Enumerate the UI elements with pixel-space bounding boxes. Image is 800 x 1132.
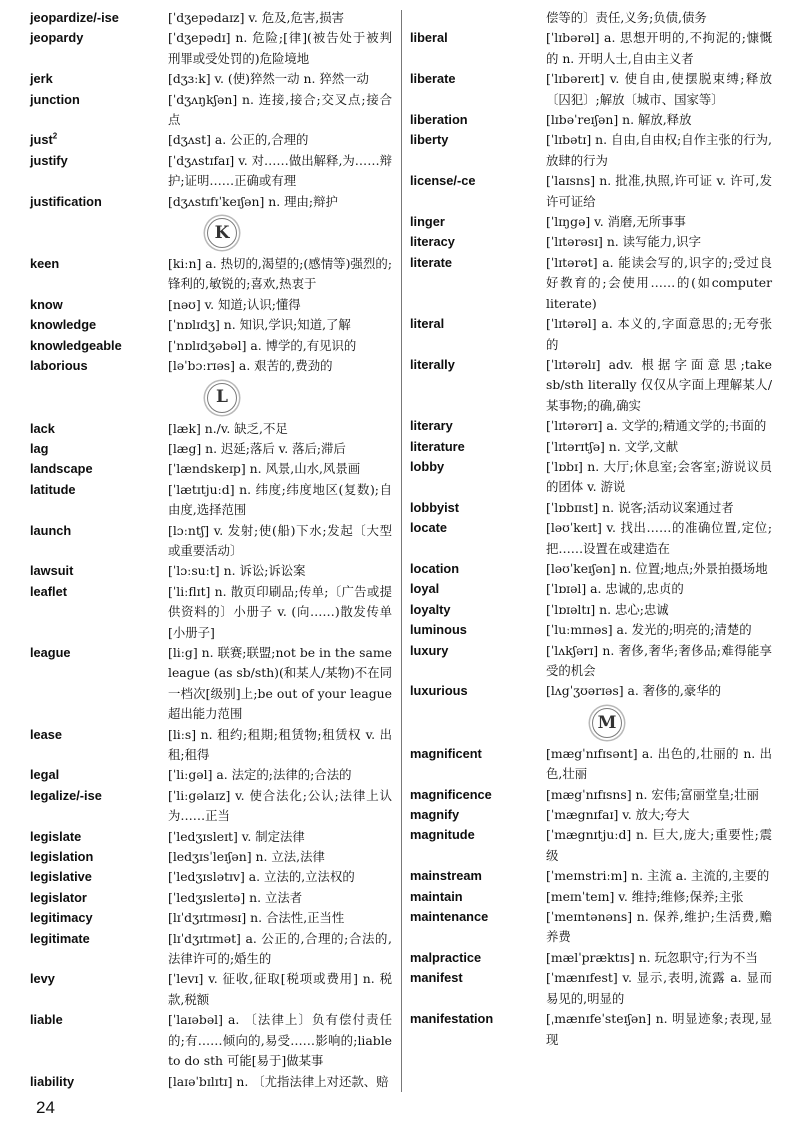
headword-text: liberty — [410, 132, 449, 148]
headword — [30, 356, 168, 376]
dictionary-entry — [410, 457, 772, 498]
headword-text: linger — [410, 214, 445, 230]
headword — [410, 620, 546, 640]
headword-text: legislator — [30, 889, 87, 905]
headword — [30, 867, 168, 887]
dictionary-entry — [410, 559, 772, 579]
dictionary-entry — [410, 232, 772, 252]
definition: [ˈdʒepədaɪz] v. 危及,危害,损害 — [168, 10, 344, 25]
dictionary-entry — [30, 969, 392, 1010]
definition: [læg] n. 迟延;落后 v. 落后;滞后 — [168, 440, 346, 456]
dictionary-entry — [410, 1009, 772, 1050]
headword-text: luxury — [410, 642, 449, 658]
headword — [410, 887, 546, 907]
headword — [410, 355, 546, 375]
section-letter-badge: K — [207, 218, 237, 248]
definition: [ˈlætɪtjuːd] n. 纬度;纬度地区(复数);自由度,选择范围 — [168, 481, 392, 518]
definition: [ˈlɒbɪɪst] n. 说客;活动议案通过者 — [546, 499, 734, 515]
dictionary-entry — [30, 929, 392, 970]
headword-text: legitimacy — [30, 910, 93, 926]
headword — [30, 888, 168, 908]
definition: [ˈledʒɪsleɪt] v. 制定法律 — [168, 828, 305, 844]
headword — [410, 968, 546, 988]
dictionary-entry — [410, 437, 772, 457]
headword — [30, 459, 168, 479]
headword — [30, 8, 168, 28]
dictionary-entry — [30, 888, 392, 908]
definition: [ˈlʌkʃərɪ] n. 奢侈,奢华;奢侈品;难得能享受的机会 — [546, 642, 772, 678]
section-header — [30, 377, 392, 419]
definition: [ˈnɒlɪdʒ] n. 知识,学识;知道,了解 — [168, 317, 351, 333]
headword-text: lawsuit — [30, 563, 74, 579]
headword — [30, 929, 168, 949]
definition: [liːg] n. 联赛;联盟;not be in the same league (as sb/sth)(和某人/某物)不在同一档次[级别]上;be out of your league 超出能力范围 — [168, 644, 392, 722]
definition: [ˈlɪŋgə] v. 消磨,无所事事 — [546, 214, 686, 230]
headword-text: literary — [410, 418, 453, 434]
headword-text: manifest — [410, 970, 463, 986]
dictionary-entry — [410, 355, 772, 416]
headword-text: manifestation — [410, 1011, 494, 1027]
dictionary-entry — [30, 1072, 392, 1092]
left-column — [30, 8, 392, 1092]
headword — [410, 28, 546, 48]
definition: [ˈdʒʌstɪfaɪ] v. 对……做出解释,为……辩护;证明……正确或有理 — [168, 152, 392, 189]
definition: [læk] n./v. 缺乏,不足 — [168, 420, 288, 436]
headword — [30, 28, 168, 48]
headword-text: magnitude — [410, 827, 475, 843]
dictionary-entry — [410, 907, 772, 948]
headword-text: literal — [410, 316, 445, 332]
headword — [30, 561, 168, 581]
headword — [410, 130, 546, 150]
headword — [410, 110, 546, 130]
dictionary-entry — [410, 212, 772, 232]
headword-text: magnificent — [410, 745, 482, 761]
headword-text: literally — [410, 356, 455, 372]
definition: [ˈliːflɪt] n. 散页印刷品;传单;〔广告或提供资料的〕小册子 v. (向……)散发传单[小册子] — [168, 583, 392, 640]
headword — [30, 827, 168, 847]
dictionary-entry — [30, 786, 392, 827]
definition: [ˈlaɪəbəl] a. 〔法律上〕负有偿付责任的;有……倾向的,易受……影响的;liable to do sth 可能[易于]做某事 — [168, 1012, 392, 1069]
column-divider — [401, 10, 402, 1092]
dictionary-entry — [410, 579, 772, 599]
definition: [ˈnɒlɪdʒəbəl] a. 博学的,有见识的 — [168, 337, 357, 353]
headword-text: locate — [410, 520, 447, 536]
dictionary-entry — [30, 867, 392, 887]
headword — [30, 908, 168, 928]
definition: [kiːn] a. 热切的,渴望的;(感情等)强烈的;锋利的,敏锐的;喜欢,热衷于 — [168, 256, 392, 292]
headword-text: legal — [30, 767, 60, 783]
dictionary-entry — [30, 315, 392, 335]
dictionary-entry — [30, 582, 392, 643]
definition: [nəʊ] v. 知道;认识;懂得 — [168, 296, 301, 312]
definition: [ˈlændskeɪp] n. 风景,山水,风景画 — [168, 461, 361, 477]
dictionary-entry — [410, 69, 772, 110]
dictionary-entry — [30, 69, 392, 89]
headword — [410, 825, 546, 845]
definition: [ˈlɪbərəl] a. 思想开明的,不拘泥的;慷慨的 n. 开明人士,自由主义者 — [546, 30, 772, 66]
dictionary-entry — [30, 151, 392, 192]
headword — [410, 866, 546, 886]
dictionary-entry — [30, 827, 392, 847]
headword — [410, 641, 546, 661]
headword — [30, 315, 168, 335]
section-header — [410, 702, 772, 744]
dictionary-entry — [410, 498, 772, 518]
headword-text: know — [30, 296, 63, 312]
headword — [30, 69, 168, 89]
definition: [ˈlevɪ] v. 征收,征取[税项或费用] n. 税款,税额 — [168, 971, 392, 1007]
headword-text: justification — [30, 193, 102, 209]
headword — [30, 582, 168, 602]
dictionary-entry — [30, 480, 392, 521]
headword — [410, 600, 546, 620]
headword-text: legalize/-ise — [30, 787, 102, 803]
headword — [30, 130, 168, 150]
definition: [ˈledʒɪslətɪv] a. 立法的,立法权的 — [168, 869, 355, 885]
dictionary-entry — [30, 765, 392, 785]
dictionary-entry — [410, 866, 772, 886]
dictionary-entry — [410, 110, 772, 130]
dictionary-entry — [30, 908, 392, 928]
dictionary-entry — [30, 28, 392, 69]
definition: [ˈmægnɪtjuːd] n. 巨大,庞大;重要性;震级 — [546, 827, 772, 863]
headword-text: liberate — [410, 71, 456, 87]
section-letter-badge: L — [207, 383, 237, 413]
headword — [410, 457, 546, 477]
headword-text: legitimate — [30, 930, 90, 946]
headword-text: mainstream — [410, 868, 482, 884]
headword — [410, 171, 546, 191]
headword — [410, 805, 546, 825]
dictionary-entry — [410, 620, 772, 640]
definition: [lɔːntʃ] v. 发射;使(船)下水;发起〔大型或重要活动〕 — [168, 522, 392, 558]
dictionary-entry — [410, 887, 772, 907]
dictionary-entry — [30, 336, 392, 356]
definition: [ˈlɪtərəsɪ] n. 读写能力,识字 — [546, 234, 701, 250]
headword-text: liberal — [410, 30, 448, 46]
dictionary-entry — [30, 561, 392, 581]
headword — [30, 643, 168, 663]
dictionary-entry — [410, 968, 772, 1009]
headword-text: loyalty — [410, 601, 451, 617]
definition: [ˈmægnɪfaɪ] v. 放大;夸大 — [546, 807, 690, 823]
headword-text: lag — [30, 440, 49, 456]
headword-text: luminous — [410, 622, 467, 638]
headword-text: literate — [410, 254, 452, 270]
headword-text: legislation — [30, 849, 94, 865]
definition: [lɪˈdʒɪtɪmət] a. 公正的,合理的;合法的,法律许可的;婚生的 — [168, 930, 392, 967]
headword-text: junction — [30, 91, 80, 107]
definition: [ˈmænɪfest] v. 显示,表明,流露 a. 显而易见的,明显的 — [546, 970, 772, 1006]
headword-text: legislate — [30, 828, 82, 844]
homograph-number: 2 — [52, 132, 58, 142]
definition: [ˈlɪtərərɪ] a. 文学的;精通文学的;书面的 — [546, 418, 767, 434]
headword-text: lack — [30, 420, 55, 436]
headword — [410, 1009, 546, 1029]
headword-text: magnificence — [410, 786, 492, 802]
definition: [ˈliːgəlaɪz] v. 使合法化;公认;法律上认为……正当 — [168, 787, 392, 824]
definition: [mægˈnɪfɪsns] n. 宏伟;富丽堂皇;壮丽 — [546, 786, 759, 802]
definition: [ˈlɪbətɪ] n. 自由,自由权;自作主张的行为,放肆的行为 — [546, 132, 772, 168]
definition: [mægˈnɪfɪsənt] a. 出色的,壮丽的 n. 出色,壮丽 — [546, 745, 772, 782]
dictionary-entry — [410, 825, 772, 866]
headword — [30, 192, 168, 212]
dictionary-entry — [410, 805, 772, 825]
headword-text: maintenance — [410, 909, 489, 925]
dictionary-entry — [410, 948, 772, 968]
definition: [ledʒɪsˈleɪʃən] n. 立法,法律 — [168, 849, 325, 865]
entry-continuation: 偿等的〕责任,义务;负债,债务 — [546, 10, 707, 25]
dictionary-entry — [410, 130, 772, 171]
headword-text: liberation — [410, 112, 468, 128]
headword — [410, 212, 546, 232]
dictionary-entry — [30, 521, 392, 562]
headword — [410, 253, 546, 273]
definition: [lɪbəˈreɪʃən] n. 解放,释放 — [546, 112, 692, 128]
headword — [30, 439, 168, 459]
definition: [laɪəˈbɪlɪtɪ] n. 〔尤指法律上对还款、赔 — [168, 1073, 389, 1089]
dictionary-entry — [410, 314, 772, 355]
definition: [lɪˈdʒɪtɪməsɪ] n. 合法性,正当性 — [168, 910, 345, 926]
headword-text: liable — [30, 1012, 63, 1028]
headword-text: launch — [30, 522, 72, 538]
headword — [30, 847, 168, 867]
definition: [ˈmeɪnstriːm] n. 主流 a. 主流的,主要的 — [546, 868, 770, 884]
dictionary-entry — [30, 419, 392, 439]
dictionary-entry — [30, 439, 392, 459]
dictionary-entry — [410, 744, 772, 785]
headword-text: lobby — [410, 458, 445, 474]
definition: [meɪnˈteɪn] v. 维持;维修;保养;主张 — [546, 888, 744, 904]
dictionary-entry — [410, 785, 772, 805]
dictionary-entry — [30, 725, 392, 766]
dictionary-entry — [410, 416, 772, 436]
section-header — [30, 212, 392, 254]
headword-text: league — [30, 644, 71, 660]
definition: [dʒʌst] a. 公正的,合理的 — [168, 132, 309, 148]
dictionary-entry — [410, 518, 772, 559]
dictionary-entry — [410, 28, 772, 69]
headword — [410, 498, 546, 518]
definition: [ləʊˈkeɪt] v. 找出……的准确位置,定位;把……设置在或建造在 — [546, 520, 772, 556]
headword-text: just — [30, 132, 53, 148]
headword — [30, 521, 168, 541]
headword — [30, 336, 168, 356]
definition: [ˈlɪtərəl] a. 本义的,字面意思的;无夸张的 — [546, 316, 772, 352]
dictionary-entry — [410, 253, 772, 314]
section-letter-badge: M — [592, 708, 622, 738]
headword — [410, 232, 546, 252]
dictionary-entry — [30, 356, 392, 376]
headword-text: laborious — [30, 358, 88, 374]
definition: [liːs] n. 租约;租期;租赁物;租赁权 v. 出租;租得 — [168, 726, 392, 762]
definition: [ˈmeɪntənəns] n. 保养,维护;生活费,赡养费 — [546, 909, 772, 945]
dictionary-entry — [30, 1010, 392, 1071]
definition: [ləʊˈkeɪʃən] n. 位置;地点;外景拍摄场地 — [546, 560, 768, 576]
headword — [410, 437, 546, 457]
dictionary-entry — [30, 90, 392, 131]
dictionary-entry — [30, 459, 392, 479]
dictionary-entry — [410, 681, 772, 701]
headword-text: legislative — [30, 869, 92, 885]
headword-text: landscape — [30, 461, 93, 477]
headword-text: literacy — [410, 234, 455, 250]
headword — [30, 969, 168, 989]
headword — [410, 907, 546, 927]
definition: [ˈdʒepədɪ] n. 危险;[律](被告处于被判刑罪或受处罚的)危险境地 — [168, 30, 392, 66]
headword — [410, 744, 546, 764]
headword-text: malpractice — [410, 949, 482, 965]
definition: [ˈlɒɪəl] a. 忠诚的,忠贞的 — [546, 581, 684, 597]
definition: [ˈlaɪsns] n. 批准,执照,许可证 v. 许可,发许可证给 — [546, 173, 772, 209]
definition: [mælˈpræktɪs] n. 玩忽职守;行为不当 — [546, 949, 758, 965]
headword-text: knowledgeable — [30, 337, 122, 353]
headword — [30, 295, 168, 315]
dictionary-entry — [30, 643, 392, 725]
headword-text: location — [410, 560, 460, 576]
definition: [ˈluːmɪnəs] a. 发光的;明亮的;清楚的 — [546, 622, 752, 638]
headword-text: keen — [30, 256, 60, 272]
headword-text: latitude — [30, 481, 76, 497]
headword-text: jeopardy — [30, 30, 84, 46]
headword-text: justify — [30, 152, 68, 168]
headword — [30, 786, 168, 806]
headword-text: liability — [30, 1073, 75, 1089]
headword-text: lease — [30, 726, 63, 742]
headword — [410, 416, 546, 436]
dictionary-entry — [30, 192, 392, 212]
headword — [30, 765, 168, 785]
headword — [30, 419, 168, 439]
headword-text: knowledge — [30, 317, 97, 333]
headword-text: maintain — [410, 888, 463, 904]
right-column — [410, 8, 772, 1050]
definition: [ˈlɪtərəlɪ] adv. 根据字面意思;take sb/sth literally 仅仅从字面上理解某人/某事物;的确,确实 — [546, 356, 772, 413]
dictionary-entry — [410, 600, 772, 620]
headword-text: loyal — [410, 581, 440, 597]
headword — [410, 785, 546, 805]
definition: [lʌgˈʒʊərɪəs] a. 奢侈的,豪华的 — [546, 683, 722, 699]
headword — [30, 90, 168, 110]
headword-text: leaflet — [30, 583, 67, 599]
headword — [30, 725, 168, 745]
definition: [ləˈbɔːrɪəs] a. 艰苦的,费劲的 — [168, 358, 333, 374]
headword — [410, 559, 546, 579]
definition: [ˈliːgəl] a. 法定的;法律的;合法的 — [168, 767, 352, 783]
headword — [410, 948, 546, 968]
definition: [ˈlɪtərət] a. 能读会写的,识字的;受过良好教育的;会使用……的(如computer literate) — [546, 254, 772, 311]
headword-text: levy — [30, 971, 55, 987]
headword — [30, 1072, 168, 1092]
definition: [ˈdʒʌŋkʃən] n. 连接,接合;交叉点;接合点 — [168, 91, 392, 128]
page-number: 24 — [36, 1098, 55, 1117]
headword — [410, 69, 546, 89]
dictionary-entry — [30, 295, 392, 315]
definition: [ˈlɔːsuːt] n. 诉讼;诉讼案 — [168, 563, 306, 579]
headword — [30, 254, 168, 274]
headword — [410, 681, 546, 701]
headword-text: luxurious — [410, 683, 468, 699]
headword-text: lobbyist — [410, 499, 460, 515]
definition: [ˈledʒɪsleɪtə] n. 立法者 — [168, 889, 303, 905]
headword-text: jeopardize/-ise — [30, 10, 119, 25]
definition: [dʒʌstɪfɪˈkeɪʃən] n. 理由;辩护 — [168, 193, 338, 209]
headword — [410, 579, 546, 599]
dictionary-entry — [30, 8, 392, 28]
dictionary-entry — [410, 641, 772, 682]
headword-text: jerk — [30, 71, 53, 87]
dictionary-entry — [30, 847, 392, 867]
definition: [dʒɜːk] v. (使)猝然一动 n. 猝然一动 — [168, 71, 369, 87]
headword-text: magnify — [410, 807, 460, 823]
headword — [410, 518, 546, 538]
definition: [ˌmænɪfeˈsteɪʃən] n. 明显迹象;表现,显现 — [546, 1011, 772, 1047]
definition: [ˈlɒbɪ] n. 大厅;休息室;会客室;游说议员的团体 v. 游说 — [546, 458, 772, 495]
headword-text: literature — [410, 438, 465, 454]
headword-text: license/-ce — [410, 173, 476, 189]
dictionary-entry — [30, 130, 392, 150]
definition: [ˈlɒɪəltɪ] n. 忠心;忠诚 — [546, 601, 669, 617]
headword — [410, 314, 546, 334]
headword — [30, 480, 168, 500]
dictionary-entry — [30, 254, 392, 295]
definition: [ˈlɪtərɪtʃə] n. 文学,文献 — [546, 438, 679, 454]
definition: [ˈlɪbəreɪt] v. 使自由,使摆脱束缚;释放〔囚犯〕;解放〔城市、国家等〕 — [546, 71, 772, 107]
dictionary-entry — [410, 171, 772, 212]
headword — [30, 151, 168, 171]
headword — [30, 1010, 168, 1030]
